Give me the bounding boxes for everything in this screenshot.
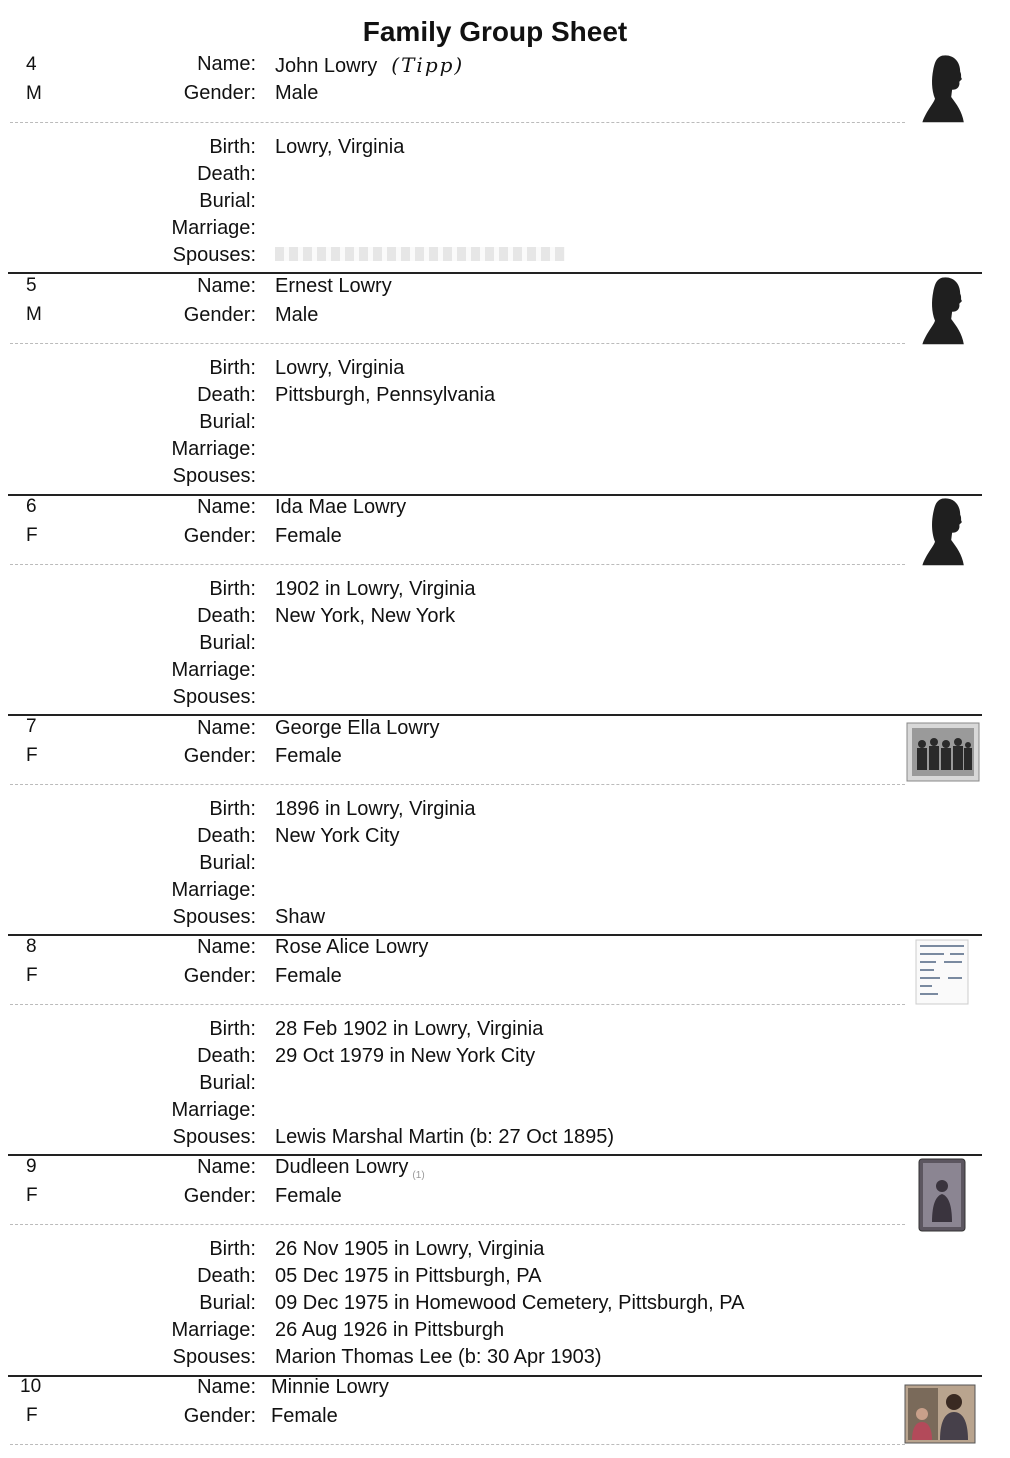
spouses-label: Spouses: xyxy=(172,244,256,266)
death-value: 29 Oct 1979 in New York City xyxy=(275,1045,536,1067)
death-label: Death: xyxy=(197,1265,256,1287)
person-number: 7 xyxy=(26,716,37,737)
divider xyxy=(10,564,905,565)
gender-value: Female xyxy=(275,745,342,767)
person-number: 5 xyxy=(26,275,37,296)
person-sex: F xyxy=(26,745,38,766)
person-number: 10 xyxy=(20,1376,42,1397)
birth-value: 1896 in Lowry, Virginia xyxy=(275,798,476,820)
gender-value: Female xyxy=(275,525,342,547)
divider xyxy=(10,122,905,123)
gender-label: Gender: xyxy=(183,965,256,987)
name-label: Name: xyxy=(197,496,256,518)
burial-label: Burial: xyxy=(199,1292,256,1314)
marriage-label: Marriage: xyxy=(171,217,256,239)
person-name: Ernest Lowry xyxy=(275,275,392,297)
record-divider xyxy=(8,714,982,716)
death-value: Pittsburgh, Pennsylvania xyxy=(275,384,496,406)
gender-value: Female xyxy=(275,965,342,987)
gender-label: Gender: xyxy=(183,82,256,104)
record-divider xyxy=(8,272,982,274)
birth-label: Birth: xyxy=(209,136,256,158)
spouses-label: Spouses: xyxy=(172,1126,256,1148)
birth-value: 26 Nov 1905 in Lowry, Virginia xyxy=(275,1238,545,1260)
death-label: Death: xyxy=(197,605,256,627)
birth-label: Birth: xyxy=(209,357,256,379)
burial-label: Burial: xyxy=(199,190,256,212)
death-label: Death: xyxy=(197,1045,256,1067)
death-value: New York City xyxy=(275,825,400,847)
burial-label: Burial: xyxy=(199,411,256,433)
name-label: Name: xyxy=(197,936,256,958)
person-number: 9 xyxy=(26,1156,37,1177)
death-label: Death: xyxy=(197,163,256,185)
person-number: 4 xyxy=(26,54,37,75)
person-name: Minnie Lowry xyxy=(271,1376,389,1398)
name-value xyxy=(275,1156,425,1181)
gender-value: Male xyxy=(275,304,319,326)
divider xyxy=(10,1004,905,1005)
name-label: Name: xyxy=(197,717,256,739)
burial-value: 09 Dec 1975 in Homewood Cemetery, Pittsburgh, PA xyxy=(275,1292,745,1314)
person-sex: F xyxy=(26,965,38,986)
gender-label: Gender: xyxy=(183,525,256,547)
person-name: George Ella Lowry xyxy=(275,717,440,739)
gender-label: Gender: xyxy=(183,745,256,767)
death-label: Death: xyxy=(197,384,256,406)
portrait-photo-icon xyxy=(904,1384,976,1444)
marriage-label: Marriage: xyxy=(171,1099,256,1121)
male-silhouette-icon xyxy=(912,274,976,346)
gender-label: Gender: xyxy=(183,1185,256,1207)
name-label: Name: xyxy=(197,275,256,297)
birth-value: Lowry, Virginia xyxy=(275,357,405,379)
source-citation: (1) xyxy=(412,1170,425,1181)
name-label: Name: xyxy=(197,53,256,75)
gender-label: Gender: xyxy=(183,1405,256,1427)
burial-label: Burial: xyxy=(199,1072,256,1094)
handwritten-annotation: (Tipp) xyxy=(391,53,465,77)
person-name: John Lowry xyxy=(275,55,378,77)
name-value xyxy=(275,53,464,78)
death-value: 05 Dec 1975 in Pittsburgh, PA xyxy=(275,1265,542,1287)
gender-value: Male xyxy=(275,82,319,104)
birth-value: Lowry, Virginia xyxy=(275,136,405,158)
death-label: Death: xyxy=(197,825,256,847)
person-sex: M xyxy=(26,304,42,325)
birth-label: Birth: xyxy=(209,1018,256,1040)
marriage-label: Marriage: xyxy=(171,659,256,681)
spouses-label: Spouses: xyxy=(172,906,256,928)
gender-value: Female xyxy=(275,1185,342,1207)
divider xyxy=(10,1224,905,1225)
redacted-spouse xyxy=(275,242,565,265)
birth-label: Birth: xyxy=(209,578,256,600)
gender-label: Gender: xyxy=(183,304,256,326)
death-value: New York, New York xyxy=(275,605,456,627)
person-sex: F xyxy=(26,1405,38,1426)
spouses-value: Lewis Marshal Martin (b: 27 Oct 1895) xyxy=(275,1126,615,1148)
birth-label: Birth: xyxy=(209,1238,256,1260)
person-name: Ida Mae Lowry xyxy=(275,496,407,518)
divider xyxy=(10,784,905,785)
spouses-label: Spouses: xyxy=(172,686,256,708)
name-label: Name: xyxy=(197,1376,256,1398)
person-sex: M xyxy=(26,83,42,104)
spouses-label: Spouses: xyxy=(172,465,256,487)
page-title: Family Group Sheet xyxy=(362,16,628,47)
birth-value: 1902 in Lowry, Virginia xyxy=(275,578,476,600)
marriage-value: 26 Aug 1926 in Pittsburgh xyxy=(275,1319,505,1341)
spouses-value: Marion Thomas Lee (b: 30 Apr 1903) xyxy=(275,1346,602,1368)
person-name: Rose Alice Lowry xyxy=(275,936,429,958)
gender-value: Female xyxy=(271,1405,338,1427)
male-silhouette-icon xyxy=(912,52,976,124)
divider xyxy=(10,1444,905,1445)
marriage-label: Marriage: xyxy=(171,1319,256,1341)
name-label: Name: xyxy=(197,1156,256,1178)
person-number: 8 xyxy=(26,936,37,957)
male-silhouette-icon xyxy=(912,495,976,567)
marriage-label: Marriage: xyxy=(171,438,256,460)
birth-value: 28 Feb 1902 in Lowry, Virginia xyxy=(275,1018,544,1040)
person-number: 6 xyxy=(26,496,37,517)
birth-label: Birth: xyxy=(209,798,256,820)
tintype-photo-icon xyxy=(918,1158,966,1232)
group-photo-icon xyxy=(906,722,980,782)
person-name: Dudleen Lowry xyxy=(275,1156,409,1178)
document-icon xyxy=(914,938,970,1008)
marriage-label: Marriage: xyxy=(171,879,256,901)
person-sex: F xyxy=(26,1185,38,1206)
person-sex: F xyxy=(26,525,38,546)
spouses-label: Spouses: xyxy=(172,1346,256,1368)
spouses-value: Shaw xyxy=(275,906,326,928)
divider xyxy=(10,343,905,344)
burial-label: Burial: xyxy=(199,632,256,654)
burial-label: Burial: xyxy=(199,852,256,874)
